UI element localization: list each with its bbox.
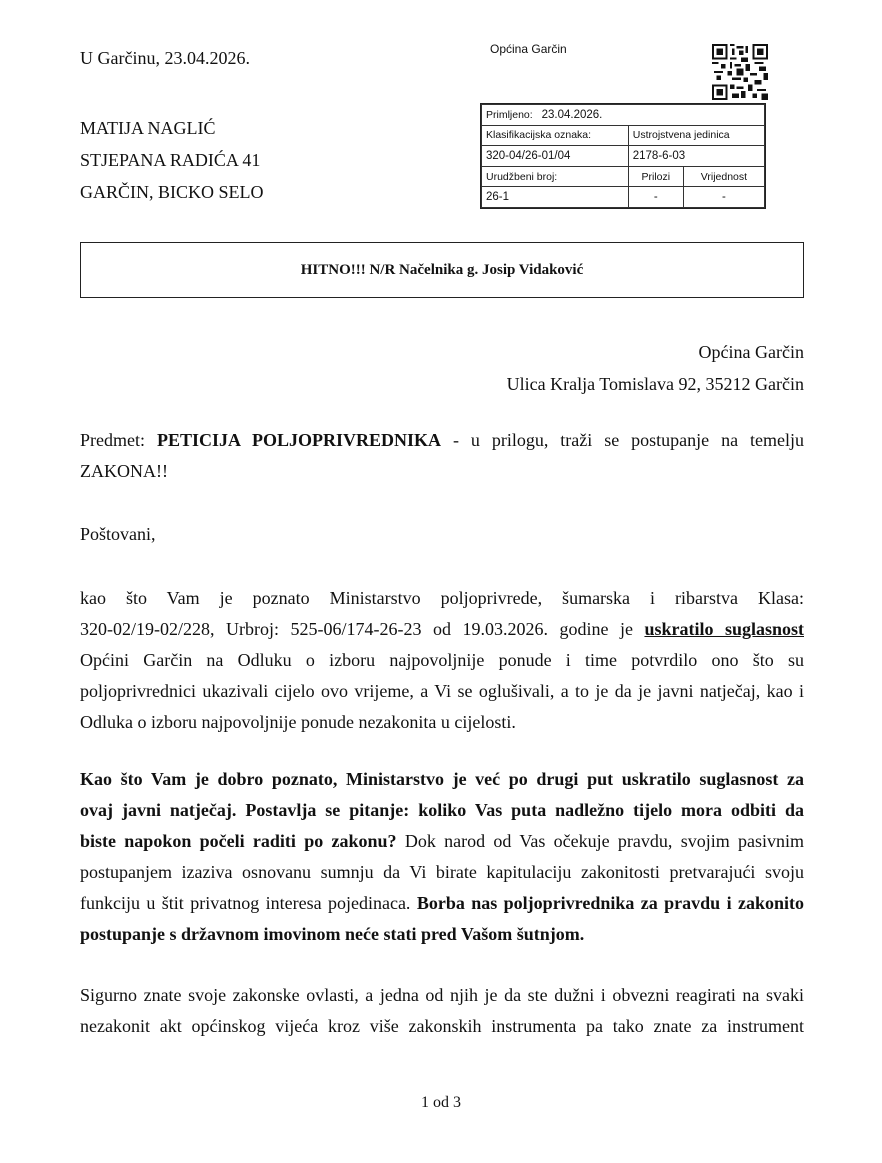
org-unit-label: Ustrojstvena jedinica <box>628 125 764 146</box>
p2-line-3-bold: biste napokon počeli raditi po zakonu? <box>80 831 397 851</box>
recipient-address <box>507 336 804 400</box>
sender-city: GARČIN, BICKO SELO <box>80 182 264 202</box>
p1-line-2-text: 320-02/19-02/228, Urbroj: 525-06/174-26-23 od 19.03.2026. godine je <box>80 619 633 639</box>
value-label: Vrijednost <box>683 166 764 187</box>
recipient-name: Općina Garčin <box>698 342 804 362</box>
classification-value: 320-04/26-01/04 <box>482 146 629 167</box>
stamp-received-cell <box>482 105 765 126</box>
registry-number-label: Urudžbeni broj: <box>482 166 629 187</box>
page-number: 1 od 3 <box>421 1094 461 1111</box>
received-date: 23.04.2026. <box>541 108 603 121</box>
p2-line-1: Kao što Vam je dobro poznato, Ministarstvo je već po drugi put uskratilo suglasnost za <box>80 769 804 789</box>
sender-name: MATIJA NAGLIĆ <box>80 118 216 138</box>
subject-rest: - u prilogu, traži se postupanje na temelju <box>452 430 805 450</box>
p2-line-2: ovaj javni natječaj. Postavlja se pitanje: koliko Vas puta nadležno tijelo mora odbiti da <box>80 800 804 820</box>
p2-line-5-bold: Borba nas poljoprivrednika za pravdu i zakonito <box>416 893 805 913</box>
sender-street: STJEPANA RADIĆA 41 <box>80 150 261 170</box>
org-unit-value: 2178-6-03 <box>628 146 764 167</box>
paragraph-3 <box>80 980 804 1042</box>
sender-address <box>80 112 264 208</box>
p1-line-3: Općini Garčin na Odluku o izboru najpovoljnije ponude i time potvrdilo ono što su <box>80 650 804 670</box>
subject-title: PETICIJA POLJOPRIVREDNIKA <box>156 430 441 450</box>
attachments-label: Prilozi <box>628 166 683 187</box>
paragraph-2 <box>80 764 804 950</box>
subject <box>80 425 804 487</box>
p2-line-4: postupanjem izaziva osnovanu sumnju da Vi birate kapitulaciju zakonitosti pretvarajući svoju <box>80 862 804 882</box>
place-date: U Garčinu, 23.04.2026. <box>80 48 250 68</box>
urgent-notice: HITNO!!! N/R Načelnika g. Josip Vidaković <box>300 261 584 278</box>
greeting: Poštovani, <box>80 524 156 544</box>
attachments-value: - <box>628 187 683 208</box>
p1-line-4: poljoprivrednici ukazivali cijelo ovo vrijeme, a Vi se oglušivali, a to je da je javni natječaj, kao i <box>80 681 804 701</box>
registry-number-value: 26-1 <box>482 187 629 208</box>
p3-line-2: nezakonit akt općinskog vijeća kroz više zakonskih instrumenta pa tako znate za instrument <box>80 1016 804 1036</box>
p2-line-3 <box>80 826 804 857</box>
paragraph-1 <box>80 583 804 738</box>
classification-label: Klasifikacijska oznaka: <box>482 125 629 146</box>
subject-rest-2: ZAKONA!! <box>80 461 168 481</box>
recipient-street: Ulica Kralja Tomislava 92, 35212 Garčin <box>506 374 804 394</box>
p2-line-5-text: funkciju u štit privatnog interesa pojedinaca. <box>80 893 411 913</box>
p2-line-5 <box>80 888 804 919</box>
urgent-notice-box <box>80 242 804 298</box>
p2-line-3-text: Dok narod od Vas očekuje pravdu, svojim pasivnim <box>404 831 804 851</box>
received-label: Primljeno: <box>486 108 533 121</box>
p3-line-1: Sigurno znate svoje zakonske ovlasti, a jedna od njih je da ste dužni i obvezni reagirati na svaki <box>80 985 804 1005</box>
p1-line-1: kao što Vam je poznato Ministarstvo poljoprivrede, šumarska i ribarstva Klasa: <box>80 588 804 608</box>
stamp-office: Općina Garčin <box>490 42 567 56</box>
p1-line-2 <box>80 614 804 645</box>
value-value: - <box>683 187 764 208</box>
subject-label: Predmet: <box>80 430 145 450</box>
p1-emphasis: uskratilo suglasnost <box>644 619 804 639</box>
p2-line-6: postupanje s državnom imovinom neće stati pred Vašom šutnjom. <box>80 924 585 944</box>
registry-stamp <box>480 103 766 209</box>
qr-code-icon <box>712 44 768 100</box>
p1-line-5: Odluka o izboru najpovoljnije ponude nezakonita u cijelosti. <box>80 712 516 732</box>
